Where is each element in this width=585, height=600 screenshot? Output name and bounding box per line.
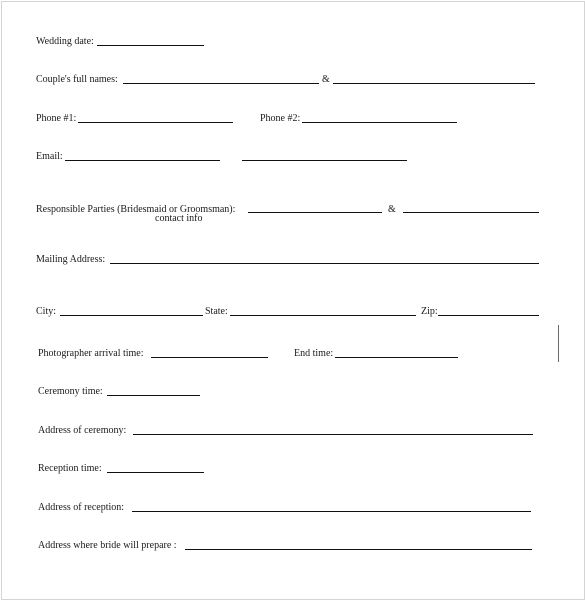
photographer-arrival-label: Photographer arrival time:: [38, 348, 144, 359]
responsible-party-2-field[interactable]: [403, 212, 539, 213]
reception-time-field[interactable]: [107, 472, 204, 473]
state-field[interactable]: [230, 315, 416, 316]
reception-time-label: Reception time:: [38, 463, 102, 474]
mailing-address-field[interactable]: [110, 263, 539, 264]
end-time-field[interactable]: [335, 357, 458, 358]
wedding-date-field[interactable]: [97, 45, 204, 46]
city-field[interactable]: [60, 315, 203, 316]
responsible-parties-label: Responsible Parties (Bridesmaid or Groomsman):: [36, 204, 236, 215]
email-field-2[interactable]: [242, 160, 407, 161]
couple-names-label: Couple's full names:: [36, 74, 118, 85]
photographer-arrival-field[interactable]: [151, 357, 268, 358]
ceremony-time-field[interactable]: [107, 395, 200, 396]
email-label: Email:: [36, 151, 63, 162]
zip-label: Zip:: [421, 306, 438, 317]
phone2-field[interactable]: [302, 122, 457, 123]
state-label: State:: [205, 306, 228, 317]
email-field-1[interactable]: [65, 160, 220, 161]
mailing-address-label: Mailing Address:: [36, 254, 106, 265]
wedding-date-label: Wedding date:: [36, 36, 94, 47]
phone1-label: Phone #1:: [36, 113, 77, 124]
reception-address-label: Address of reception:: [38, 502, 125, 513]
couple-name-2-field[interactable]: [333, 83, 535, 84]
bride-prepare-field[interactable]: [185, 549, 532, 550]
bride-prepare-label: Address where bride will prepare :: [38, 540, 177, 551]
city-label: City:: [36, 306, 57, 317]
ceremony-address-label: Address of ceremony:: [38, 425, 127, 436]
phone1-field[interactable]: [78, 122, 233, 123]
scroll-indicator: [558, 325, 559, 362]
end-time-label: End time:: [294, 348, 334, 359]
couple-names-ampersand: &: [322, 74, 330, 85]
phone2-label: Phone #2:: [260, 113, 301, 124]
responsible-parties-ampersand: &: [388, 204, 396, 215]
reception-address-field[interactable]: [132, 511, 531, 512]
ceremony-time-label: Ceremony time:: [38, 386, 103, 397]
ceremony-address-field[interactable]: [133, 434, 533, 435]
zip-field[interactable]: [438, 315, 539, 316]
contact-info-label: contact info: [155, 213, 203, 224]
couple-name-1-field[interactable]: [123, 83, 319, 84]
responsible-party-1-field[interactable]: [248, 212, 382, 213]
